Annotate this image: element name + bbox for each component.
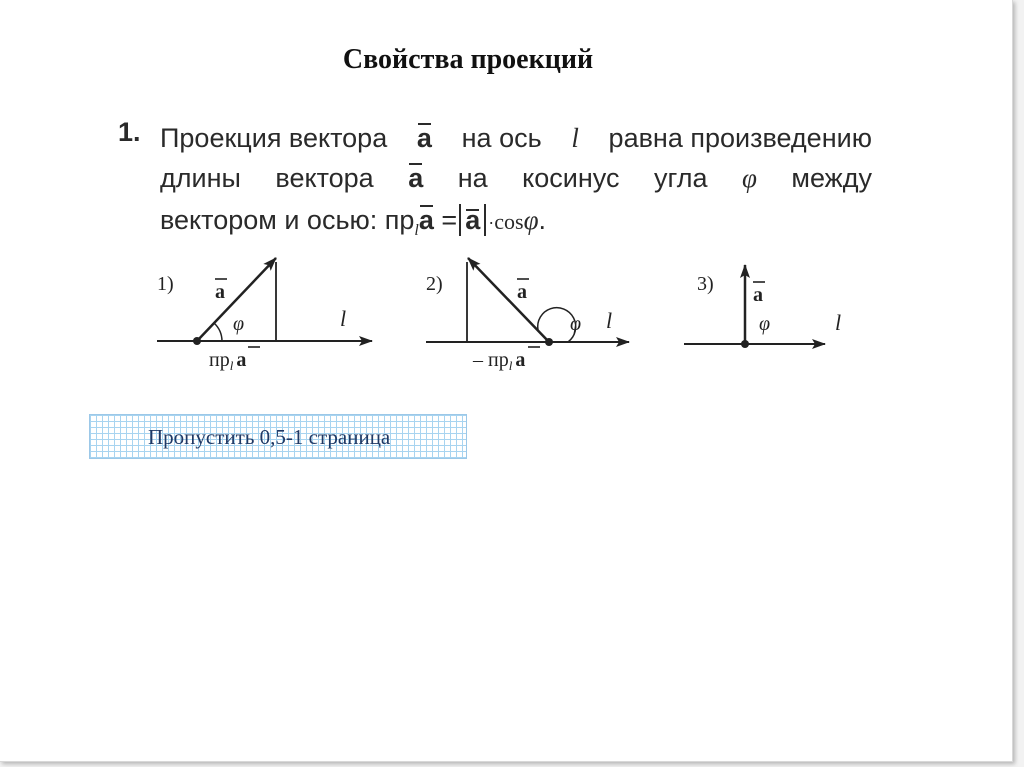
- diagram-case-2: [426, 258, 629, 373]
- diagram-case-1: [157, 258, 372, 373]
- vector-label: a: [753, 284, 763, 306]
- text-fragment: на ось: [461, 123, 542, 153]
- text-fragment: вектором и осью:: [160, 205, 378, 235]
- case-label: 2): [426, 273, 443, 295]
- axis-label: l: [835, 310, 842, 335]
- vector-arrow: [468, 258, 549, 342]
- text-fragment: равна произведению: [608, 123, 872, 153]
- text-fragment: вектора: [275, 163, 374, 193]
- projection-label: [472, 349, 525, 373]
- text-fragment: угла: [653, 163, 708, 193]
- axis-subscript: l: [508, 358, 513, 373]
- angle-label: φ: [759, 313, 771, 335]
- property-number: 1.: [118, 117, 141, 147]
- case-label: 1): [157, 273, 174, 295]
- multiply-dot: ·: [488, 211, 495, 232]
- projection-symbol: пр: [209, 349, 230, 371]
- vector-a: a: [465, 205, 481, 235]
- text-fragment: косинус: [522, 163, 620, 193]
- axis-subscript: l: [229, 358, 234, 373]
- angle-label: φ: [570, 313, 582, 335]
- projection-symbol: – пр: [473, 349, 509, 371]
- text-fragment: длины: [160, 163, 241, 193]
- angle-symbol: φ: [741, 163, 757, 193]
- angle-symbol: φ: [523, 205, 539, 235]
- axis-label: l: [340, 306, 347, 331]
- period: .: [538, 205, 547, 235]
- vector-label: a: [517, 281, 527, 303]
- skip-note-text: Пропустить 0,5-1 страница: [148, 425, 391, 449]
- angle-arc: [214, 323, 222, 341]
- vector-label: a: [215, 281, 225, 303]
- equals-sign: =: [441, 205, 458, 235]
- angle-label: φ: [233, 313, 245, 335]
- diagram-case-3: [684, 265, 841, 348]
- cos-function: cos: [494, 209, 524, 234]
- vector-a: a: [236, 349, 247, 371]
- origin-point: [193, 337, 201, 345]
- origin-point: [545, 338, 553, 346]
- slide-title: Свойства проекций: [342, 44, 594, 75]
- text-fragment: на: [457, 163, 488, 193]
- vector-a: a: [417, 118, 432, 158]
- projection-label: [209, 349, 246, 373]
- axis-symbol: l: [571, 123, 579, 153]
- projection-symbol: пр: [384, 205, 415, 235]
- text-fragment: между: [791, 163, 872, 193]
- text-fragment: Проекция вектора: [160, 123, 388, 153]
- case-label: 3): [697, 273, 714, 295]
- skip-note-box: [89, 414, 467, 459]
- axis-subscript: l: [414, 222, 419, 239]
- axis-label: l: [606, 308, 613, 333]
- origin-point: [741, 340, 749, 348]
- vector-a: a: [419, 200, 434, 240]
- vector-a: a: [515, 349, 526, 371]
- vector-a: a: [408, 158, 423, 198]
